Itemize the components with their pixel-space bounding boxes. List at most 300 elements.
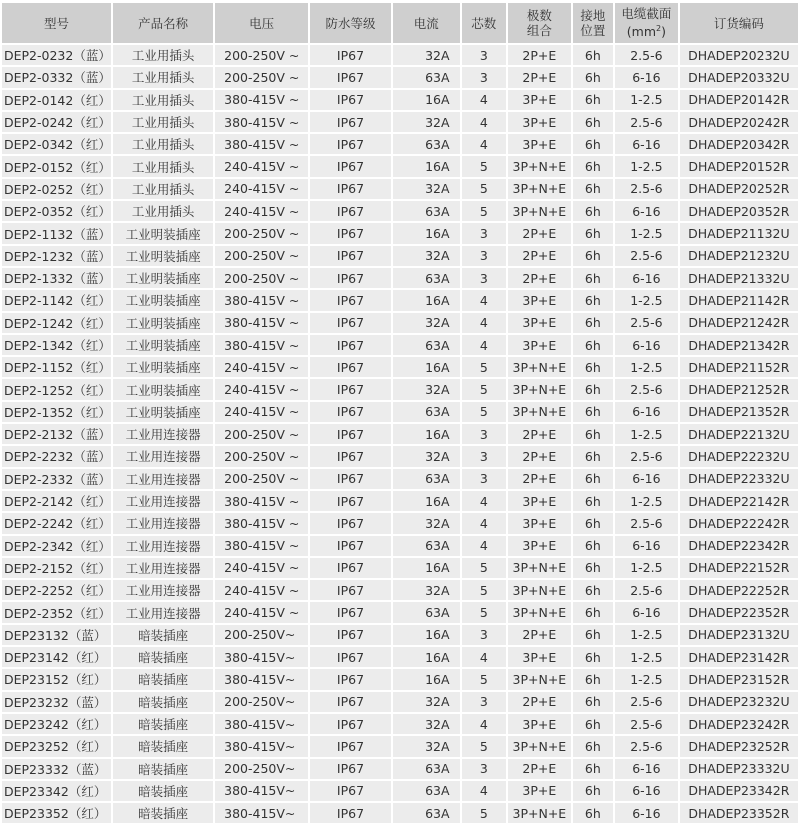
cell-ip-rating: IP67 bbox=[310, 379, 391, 399]
cell-earth-position: 6h bbox=[573, 580, 613, 600]
cell-poles: 3P+E bbox=[508, 536, 571, 556]
cell-voltage: 380-415V~ bbox=[215, 781, 308, 801]
cell-poles: 2P+E bbox=[508, 625, 571, 645]
cell-model: DEP2-1352（红） bbox=[2, 402, 111, 422]
cell-ip-rating: IP67 bbox=[310, 357, 391, 377]
cell-earth-position: 6h bbox=[573, 402, 613, 422]
cell-voltage: 200-250V ~ bbox=[215, 424, 308, 444]
cell-cable-section: 2.5-6 bbox=[615, 736, 678, 756]
header-cable-close: ) bbox=[661, 24, 666, 40]
cell-earth-position: 6h bbox=[573, 446, 613, 466]
cell-product-name: 工业用插头 bbox=[113, 156, 213, 176]
cell-model: DEP2-1332（蓝） bbox=[2, 268, 111, 288]
cell-order-code: DHADEP22342R bbox=[680, 536, 798, 556]
cell-ip-rating: IP67 bbox=[310, 491, 391, 511]
cell-voltage: 380-415V ~ bbox=[215, 491, 308, 511]
cell-poles: 2P+E bbox=[508, 446, 571, 466]
cell-current: 63A bbox=[393, 67, 460, 87]
cell-product-name: 工业明装插座 bbox=[113, 357, 213, 377]
cell-poles: 3P+E bbox=[508, 491, 571, 511]
cell-earth-position: 6h bbox=[573, 90, 613, 110]
cell-poles: 3P+N+E bbox=[508, 669, 571, 689]
cell-model: DEP23252（红） bbox=[2, 736, 111, 756]
cell-earth-position: 6h bbox=[573, 134, 613, 154]
cell-cable-section: 2.5-6 bbox=[615, 179, 678, 199]
cell-model: DEP2-2152（红） bbox=[2, 558, 111, 578]
cell-current: 16A bbox=[393, 90, 460, 110]
cell-cable-section: 2.5-6 bbox=[615, 580, 678, 600]
cell-order-code: DHADEP23132U bbox=[680, 625, 798, 645]
cell-model: DEP2-2142（红） bbox=[2, 491, 111, 511]
cell-poles: 3P+E bbox=[508, 90, 571, 110]
cell-current: 32A bbox=[393, 446, 460, 466]
cell-earth-position: 6h bbox=[573, 491, 613, 511]
cell-order-code: DHADEP20142R bbox=[680, 90, 798, 110]
cell-cores: 5 bbox=[462, 201, 506, 221]
cell-ip-rating: IP67 bbox=[310, 223, 391, 243]
cell-ip-rating: IP67 bbox=[310, 759, 391, 779]
cell-ip-rating: IP67 bbox=[310, 469, 391, 489]
cell-cores: 5 bbox=[462, 179, 506, 199]
cell-current: 32A bbox=[393, 45, 460, 65]
cell-model: DEP2-0232（蓝） bbox=[2, 45, 111, 65]
header-voltage: 电压 bbox=[215, 3, 308, 43]
cell-order-code: DHADEP22352R bbox=[680, 602, 798, 622]
cell-cable-section: 2.5-6 bbox=[615, 714, 678, 734]
cell-voltage: 240-415V ~ bbox=[215, 558, 308, 578]
cell-earth-position: 6h bbox=[573, 424, 613, 444]
cell-earth-position: 6h bbox=[573, 647, 613, 667]
cell-order-code: DHADEP21142R bbox=[680, 290, 798, 310]
cell-poles: 2P+E bbox=[508, 246, 571, 266]
cell-cores: 3 bbox=[462, 246, 506, 266]
cell-earth-position: 6h bbox=[573, 759, 613, 779]
cell-cores: 3 bbox=[462, 268, 506, 288]
header-poles bbox=[508, 3, 571, 43]
cell-current: 63A bbox=[393, 469, 460, 489]
cell-earth-position: 6h bbox=[573, 179, 613, 199]
cell-model: DEP2-1242（红） bbox=[2, 313, 111, 333]
cell-poles: 2P+E bbox=[508, 692, 571, 712]
cell-poles: 2P+E bbox=[508, 223, 571, 243]
table-row bbox=[2, 469, 798, 489]
cell-poles: 2P+E bbox=[508, 268, 571, 288]
table-row bbox=[2, 714, 798, 734]
table-row bbox=[2, 736, 798, 756]
cell-product-name: 工业用插头 bbox=[113, 179, 213, 199]
cell-product-name: 暗装插座 bbox=[113, 669, 213, 689]
cell-ip-rating: IP67 bbox=[310, 134, 391, 154]
header-row bbox=[2, 3, 798, 43]
cell-product-name: 工业用插头 bbox=[113, 201, 213, 221]
cell-current: 16A bbox=[393, 558, 460, 578]
cell-ip-rating: IP67 bbox=[310, 246, 391, 266]
table-row bbox=[2, 759, 798, 779]
cell-cable-section: 2.5-6 bbox=[615, 513, 678, 533]
cell-current: 16A bbox=[393, 357, 460, 377]
cell-order-code: DHADEP23152R bbox=[680, 669, 798, 689]
cell-voltage: 240-415V ~ bbox=[215, 179, 308, 199]
cell-cable-section: 1-2.5 bbox=[615, 424, 678, 444]
cell-voltage: 240-415V ~ bbox=[215, 379, 308, 399]
cell-current: 63A bbox=[393, 335, 460, 355]
cell-cable-section: 1-2.5 bbox=[615, 669, 678, 689]
cell-order-code: DHADEP23142R bbox=[680, 647, 798, 667]
cell-cable-section: 6-16 bbox=[615, 781, 678, 801]
cell-product-name: 工业明装插座 bbox=[113, 290, 213, 310]
cell-ip-rating: IP67 bbox=[310, 625, 391, 645]
cell-voltage: 200-250V~ bbox=[215, 625, 308, 645]
cell-voltage: 240-415V ~ bbox=[215, 201, 308, 221]
cell-earth-position: 6h bbox=[573, 223, 613, 243]
cell-order-code: DHADEP20252R bbox=[680, 179, 798, 199]
cell-voltage: 200-250V ~ bbox=[215, 67, 308, 87]
header-earth-line1: 接地 bbox=[580, 8, 606, 23]
cell-cores: 4 bbox=[462, 335, 506, 355]
cell-product-name: 暗装插座 bbox=[113, 625, 213, 645]
cell-model: DEP2-2232（蓝） bbox=[2, 446, 111, 466]
cell-poles: 3P+E bbox=[508, 781, 571, 801]
cell-current: 63A bbox=[393, 803, 460, 823]
cell-current: 16A bbox=[393, 669, 460, 689]
cell-voltage: 380-415V ~ bbox=[215, 513, 308, 533]
table-row bbox=[2, 379, 798, 399]
cell-cable-section: 2.5-6 bbox=[615, 692, 678, 712]
cell-earth-position: 6h bbox=[573, 469, 613, 489]
cell-current: 32A bbox=[393, 112, 460, 132]
cell-order-code: DHADEP21342R bbox=[680, 335, 798, 355]
cell-current: 16A bbox=[393, 290, 460, 310]
cell-voltage: 240-415V ~ bbox=[215, 402, 308, 422]
cell-order-code: DHADEP22242R bbox=[680, 513, 798, 533]
cell-order-code: DHADEP22252R bbox=[680, 580, 798, 600]
cell-model: DEP2-0152（红） bbox=[2, 156, 111, 176]
cell-voltage: 380-415V ~ bbox=[215, 90, 308, 110]
cell-earth-position: 6h bbox=[573, 357, 613, 377]
table-row bbox=[2, 357, 798, 377]
cell-voltage: 200-250V~ bbox=[215, 759, 308, 779]
cell-voltage: 380-415V ~ bbox=[215, 536, 308, 556]
cell-product-name: 工业明装插座 bbox=[113, 313, 213, 333]
table-row bbox=[2, 602, 798, 622]
cell-cable-section: 6-16 bbox=[615, 268, 678, 288]
cell-earth-position: 6h bbox=[573, 558, 613, 578]
cell-ip-rating: IP67 bbox=[310, 602, 391, 622]
cell-earth-position: 6h bbox=[573, 714, 613, 734]
cell-cable-section: 1-2.5 bbox=[615, 90, 678, 110]
cell-order-code: DHADEP22232U bbox=[680, 446, 798, 466]
cell-current: 32A bbox=[393, 692, 460, 712]
cell-model: DEP23342（红） bbox=[2, 781, 111, 801]
cell-order-code: DHADEP22152R bbox=[680, 558, 798, 578]
cell-earth-position: 6h bbox=[573, 602, 613, 622]
cell-voltage: 380-415V ~ bbox=[215, 290, 308, 310]
cell-cores: 4 bbox=[462, 112, 506, 132]
table-row bbox=[2, 781, 798, 801]
cell-poles: 3P+N+E bbox=[508, 156, 571, 176]
cell-model: DEP2-2342（红） bbox=[2, 536, 111, 556]
cell-model: DEP23142（红） bbox=[2, 647, 111, 667]
cell-order-code: DHADEP21132U bbox=[680, 223, 798, 243]
cell-model: DEP2-0342（红） bbox=[2, 134, 111, 154]
cell-order-code: DHADEP20232U bbox=[680, 45, 798, 65]
cell-cable-section: 1-2.5 bbox=[615, 156, 678, 176]
cell-ip-rating: IP67 bbox=[310, 156, 391, 176]
cell-cable-section: 6-16 bbox=[615, 67, 678, 87]
cell-voltage: 200-250V ~ bbox=[215, 469, 308, 489]
cell-ip-rating: IP67 bbox=[310, 803, 391, 823]
cell-cable-section: 2.5-6 bbox=[615, 45, 678, 65]
cell-model: DEP2-2332（蓝） bbox=[2, 469, 111, 489]
table-row bbox=[2, 290, 798, 310]
cell-cores: 4 bbox=[462, 714, 506, 734]
cell-product-name: 工业明装插座 bbox=[113, 268, 213, 288]
cell-order-code: DHADEP23342R bbox=[680, 781, 798, 801]
cell-product-name: 工业用连接器 bbox=[113, 491, 213, 511]
cell-earth-position: 6h bbox=[573, 513, 613, 533]
cell-ip-rating: IP67 bbox=[310, 67, 391, 87]
cell-voltage: 240-415V ~ bbox=[215, 357, 308, 377]
table-row bbox=[2, 223, 798, 243]
cell-poles: 3P+N+E bbox=[508, 558, 571, 578]
cell-product-name: 工业用连接器 bbox=[113, 424, 213, 444]
cell-cable-section: 2.5-6 bbox=[615, 313, 678, 333]
cell-poles: 3P+E bbox=[508, 290, 571, 310]
cell-cable-section: 1-2.5 bbox=[615, 647, 678, 667]
cell-ip-rating: IP67 bbox=[310, 90, 391, 110]
cell-cable-section: 1-2.5 bbox=[615, 625, 678, 645]
cell-order-code: DHADEP20332U bbox=[680, 67, 798, 87]
cell-cable-section: 6-16 bbox=[615, 759, 678, 779]
cell-cable-section: 1-2.5 bbox=[615, 558, 678, 578]
table-row bbox=[2, 67, 798, 87]
header-product-name: 产品名称 bbox=[113, 3, 213, 43]
cell-ip-rating: IP67 bbox=[310, 669, 391, 689]
cell-cable-section: 2.5-6 bbox=[615, 446, 678, 466]
cell-model: DEP2-2352（红） bbox=[2, 602, 111, 622]
cell-model: DEP2-0352（红） bbox=[2, 201, 111, 221]
cell-current: 16A bbox=[393, 625, 460, 645]
cell-model: DEP2-0252（红） bbox=[2, 179, 111, 199]
cell-order-code: DHADEP22132U bbox=[680, 424, 798, 444]
cell-poles: 2P+E bbox=[508, 759, 571, 779]
cell-product-name: 工业明装插座 bbox=[113, 335, 213, 355]
cell-voltage: 380-415V ~ bbox=[215, 335, 308, 355]
header-poles-line2: 组合 bbox=[526, 23, 552, 38]
cell-ip-rating: IP67 bbox=[310, 335, 391, 355]
cell-poles: 3P+N+E bbox=[508, 736, 571, 756]
cell-poles: 3P+N+E bbox=[508, 379, 571, 399]
cell-product-name: 暗装插座 bbox=[113, 647, 213, 667]
cell-earth-position: 6h bbox=[573, 156, 613, 176]
cell-poles: 3P+N+E bbox=[508, 402, 571, 422]
cell-poles: 3P+E bbox=[508, 112, 571, 132]
cell-voltage: 200-250V ~ bbox=[215, 45, 308, 65]
cell-current: 16A bbox=[393, 156, 460, 176]
cell-current: 63A bbox=[393, 268, 460, 288]
header-cores: 芯数 bbox=[462, 3, 506, 43]
cell-earth-position: 6h bbox=[573, 45, 613, 65]
cell-earth-position: 6h bbox=[573, 246, 613, 266]
cell-model: DEP2-1342（红） bbox=[2, 335, 111, 355]
cell-order-code: DHADEP21152R bbox=[680, 357, 798, 377]
cell-product-name: 工业用插头 bbox=[113, 45, 213, 65]
cell-current: 32A bbox=[393, 736, 460, 756]
cell-current: 63A bbox=[393, 201, 460, 221]
cell-cores: 5 bbox=[462, 803, 506, 823]
cell-earth-position: 6h bbox=[573, 625, 613, 645]
cell-model: DEP2-1142（红） bbox=[2, 290, 111, 310]
cell-cores: 5 bbox=[462, 558, 506, 578]
cell-poles: 3P+E bbox=[508, 335, 571, 355]
cell-cores: 5 bbox=[462, 602, 506, 622]
table-row bbox=[2, 424, 798, 444]
cell-cores: 5 bbox=[462, 379, 506, 399]
cell-order-code: DHADEP20242R bbox=[680, 112, 798, 132]
cell-product-name: 工业明装插座 bbox=[113, 402, 213, 422]
cell-model: DEP2-1152（红） bbox=[2, 357, 111, 377]
cell-ip-rating: IP67 bbox=[310, 45, 391, 65]
header-cable-sup: 2 bbox=[656, 24, 662, 34]
header-poles-line1: 极数 bbox=[526, 8, 552, 23]
cell-earth-position: 6h bbox=[573, 290, 613, 310]
cell-order-code: DHADEP23232U bbox=[680, 692, 798, 712]
cell-product-name: 暗装插座 bbox=[113, 714, 213, 734]
cell-earth-position: 6h bbox=[573, 67, 613, 87]
cell-product-name: 暗装插座 bbox=[113, 759, 213, 779]
cell-order-code: DHADEP23332U bbox=[680, 759, 798, 779]
cell-cable-section: 1-2.5 bbox=[615, 357, 678, 377]
cell-cores: 3 bbox=[462, 223, 506, 243]
header-cable-line1: 电缆截面 bbox=[621, 6, 672, 22]
cell-product-name: 工业用连接器 bbox=[113, 602, 213, 622]
table-row bbox=[2, 90, 798, 110]
cell-earth-position: 6h bbox=[573, 335, 613, 355]
table-row bbox=[2, 580, 798, 600]
cell-product-name: 工业明装插座 bbox=[113, 223, 213, 243]
cell-ip-rating: IP67 bbox=[310, 201, 391, 221]
header-current: 电流 bbox=[393, 3, 460, 43]
table-row bbox=[2, 156, 798, 176]
cell-cores: 4 bbox=[462, 134, 506, 154]
cell-model: DEP2-1252（红） bbox=[2, 379, 111, 399]
cell-model: DEP23232（蓝） bbox=[2, 692, 111, 712]
cell-ip-rating: IP67 bbox=[310, 647, 391, 667]
cell-model: DEP2-0332（蓝） bbox=[2, 67, 111, 87]
cell-earth-position: 6h bbox=[573, 201, 613, 221]
table-row bbox=[2, 558, 798, 578]
table-row bbox=[2, 647, 798, 667]
cell-cores: 3 bbox=[462, 625, 506, 645]
cell-poles: 3P+N+E bbox=[508, 357, 571, 377]
cell-product-name: 工业用插头 bbox=[113, 67, 213, 87]
cell-model: DEP23132（蓝） bbox=[2, 625, 111, 645]
cell-current: 32A bbox=[393, 246, 460, 266]
cell-earth-position: 6h bbox=[573, 268, 613, 288]
table-row bbox=[2, 179, 798, 199]
cell-cable-section: 6-16 bbox=[615, 803, 678, 823]
cell-model: DEP23352（红） bbox=[2, 803, 111, 823]
cell-voltage: 380-415V ~ bbox=[215, 112, 308, 132]
cell-cores: 5 bbox=[462, 357, 506, 377]
cell-model: DEP2-0242（红） bbox=[2, 112, 111, 132]
cell-cable-section: 6-16 bbox=[615, 335, 678, 355]
cell-cores: 3 bbox=[462, 446, 506, 466]
header-cable-unit: (mm bbox=[626, 24, 657, 40]
cell-ip-rating: IP67 bbox=[310, 513, 391, 533]
cell-order-code: DHADEP20352R bbox=[680, 201, 798, 221]
cell-poles: 3P+N+E bbox=[508, 803, 571, 823]
table-row bbox=[2, 669, 798, 689]
cell-voltage: 200-250V ~ bbox=[215, 268, 308, 288]
cell-cores: 5 bbox=[462, 402, 506, 422]
cell-cable-section: 6-16 bbox=[615, 536, 678, 556]
table-row bbox=[2, 625, 798, 645]
cell-order-code: DHADEP22332U bbox=[680, 469, 798, 489]
cell-product-name: 暗装插座 bbox=[113, 803, 213, 823]
table-row bbox=[2, 201, 798, 221]
cell-ip-rating: IP67 bbox=[310, 692, 391, 712]
spec-table bbox=[0, 1, 800, 825]
cell-poles: 2P+E bbox=[508, 469, 571, 489]
cell-cores: 4 bbox=[462, 513, 506, 533]
cell-model: DEP23242（红） bbox=[2, 714, 111, 734]
cell-poles: 3P+E bbox=[508, 714, 571, 734]
cell-earth-position: 6h bbox=[573, 736, 613, 756]
cell-poles: 2P+E bbox=[508, 424, 571, 444]
table-row bbox=[2, 803, 798, 823]
cell-poles: 3P+N+E bbox=[508, 580, 571, 600]
header-earth-position bbox=[573, 3, 613, 43]
cell-cable-section: 6-16 bbox=[615, 201, 678, 221]
cell-cable-section: 1-2.5 bbox=[615, 491, 678, 511]
table-row bbox=[2, 45, 798, 65]
cell-cores: 5 bbox=[462, 156, 506, 176]
cell-cores: 3 bbox=[462, 424, 506, 444]
cell-poles: 3P+N+E bbox=[508, 602, 571, 622]
table-row bbox=[2, 112, 798, 132]
cell-poles: 3P+N+E bbox=[508, 179, 571, 199]
cell-cable-section: 6-16 bbox=[615, 602, 678, 622]
cell-product-name: 工业用连接器 bbox=[113, 558, 213, 578]
cell-current: 63A bbox=[393, 134, 460, 154]
cell-earth-position: 6h bbox=[573, 803, 613, 823]
cell-voltage: 380-415V~ bbox=[215, 669, 308, 689]
cell-order-code: DHADEP21242R bbox=[680, 313, 798, 333]
cell-model: DEP23152（红） bbox=[2, 669, 111, 689]
cell-ip-rating: IP67 bbox=[310, 112, 391, 132]
table-row bbox=[2, 536, 798, 556]
cell-current: 63A bbox=[393, 781, 460, 801]
table-row bbox=[2, 335, 798, 355]
cell-current: 32A bbox=[393, 313, 460, 333]
cell-order-code: DHADEP21352R bbox=[680, 402, 798, 422]
cell-cores: 4 bbox=[462, 313, 506, 333]
cell-order-code: DHADEP21332U bbox=[680, 268, 798, 288]
cell-current: 63A bbox=[393, 602, 460, 622]
cell-cores: 4 bbox=[462, 781, 506, 801]
cell-model: DEP2-2132（蓝） bbox=[2, 424, 111, 444]
cell-voltage: 200-250V ~ bbox=[215, 246, 308, 266]
cell-ip-rating: IP67 bbox=[310, 781, 391, 801]
table-body bbox=[2, 45, 798, 823]
cell-ip-rating: IP67 bbox=[310, 536, 391, 556]
cell-voltage: 240-415V ~ bbox=[215, 602, 308, 622]
cell-cores: 4 bbox=[462, 536, 506, 556]
table-row bbox=[2, 491, 798, 511]
cell-order-code: DHADEP20342R bbox=[680, 134, 798, 154]
cell-order-code: DHADEP23252R bbox=[680, 736, 798, 756]
